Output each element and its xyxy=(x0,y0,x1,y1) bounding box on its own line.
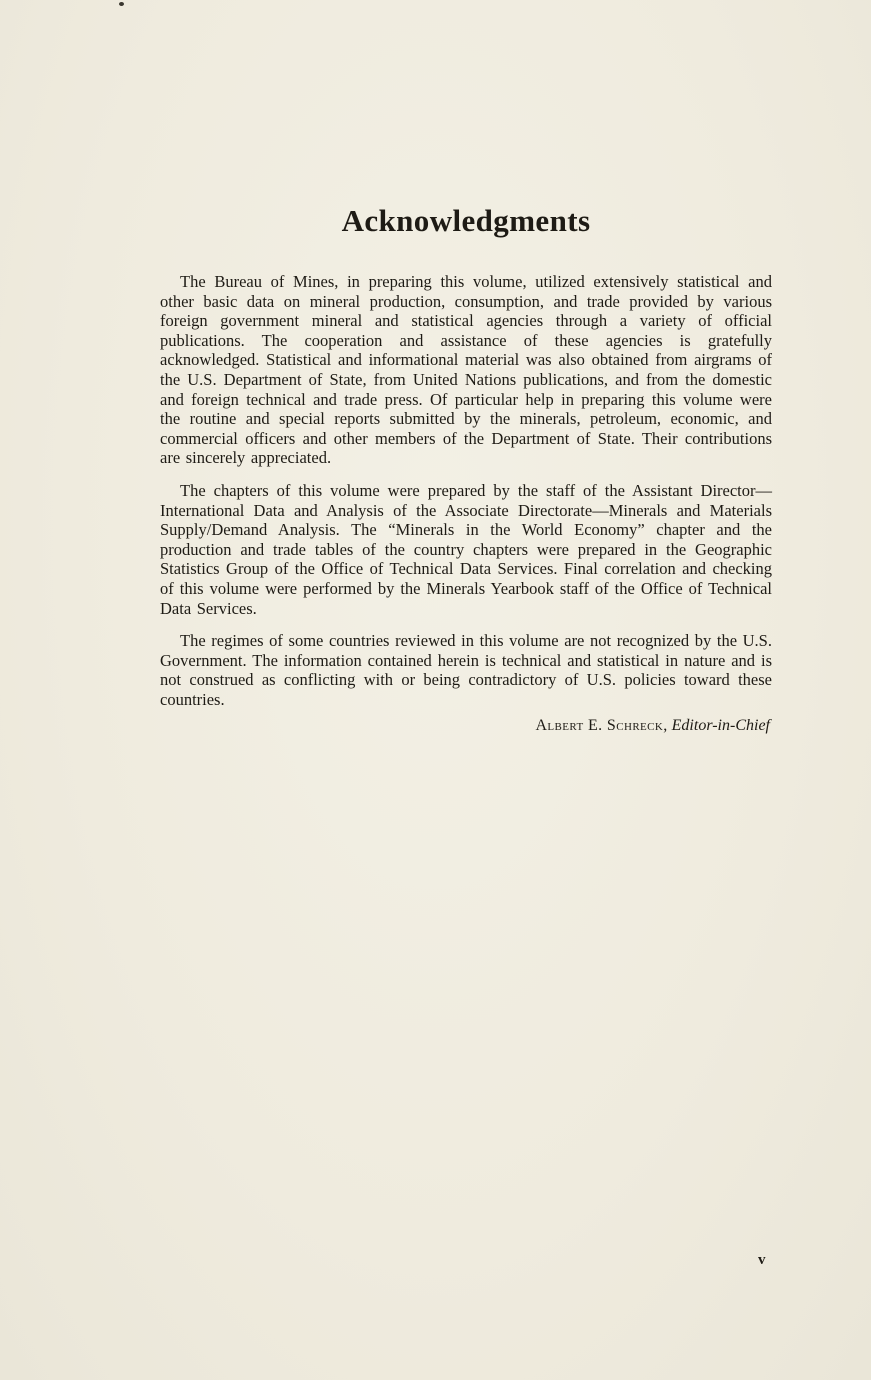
editor-role: Editor-in-Chief xyxy=(671,717,770,735)
editor-name: Albert E. Schreck, xyxy=(535,717,668,735)
page-number: v xyxy=(758,1252,766,1268)
paragraph-acknowledgment-sources: The Bureau of Mines, in preparing this volume, utilized extensively statistical and other basic data on mineral production, consumption, and trade provided by various foreign government mineral and statistical agencies through a variety of official publications. The cooperation and assistance of these agencies is gratefully acknowledged. Statistical and informational material was also obtained from airgrams of the U.S. Department of State, from United Nations publications, and from the domestic and foreign technical and trade press. Of particular help in preparing this volume were the routine and special reports submitted by the minerals, petroleum, economic, and commercial officers and other members of the Department of State. Their contributions are sincerely appreciated. xyxy=(160,272,772,468)
paragraph-chapter-preparation: The chapters of this volume were prepared by the staff of the Assistant Director—International Data and Analysis of the Associate Directorate—Minerals and Materials Supply/Demand Analysis. The “Minerals in the World Economy” chapter and the production and trade tables of the country chapters were prepared in the Geographic Statistics Group of the Office of Technical Data Services. Final correlation and checking of this volume were performed by the Minerals Yearbook staff of the Office of Technical Data Services. xyxy=(160,480,772,618)
text-block xyxy=(160,203,772,735)
page-title: Acknowledgments xyxy=(341,203,591,238)
paragraph-regimes-disclaimer: The regimes of some countries reviewed in this volume are not recognized by the U.S. Government. The information contained herein is technical and statistical in nature and is not construed as conflicting with or being contradictory of U.S. policies toward these countries. xyxy=(160,631,772,709)
scan-artifact xyxy=(119,2,124,6)
signature-line xyxy=(160,717,772,735)
